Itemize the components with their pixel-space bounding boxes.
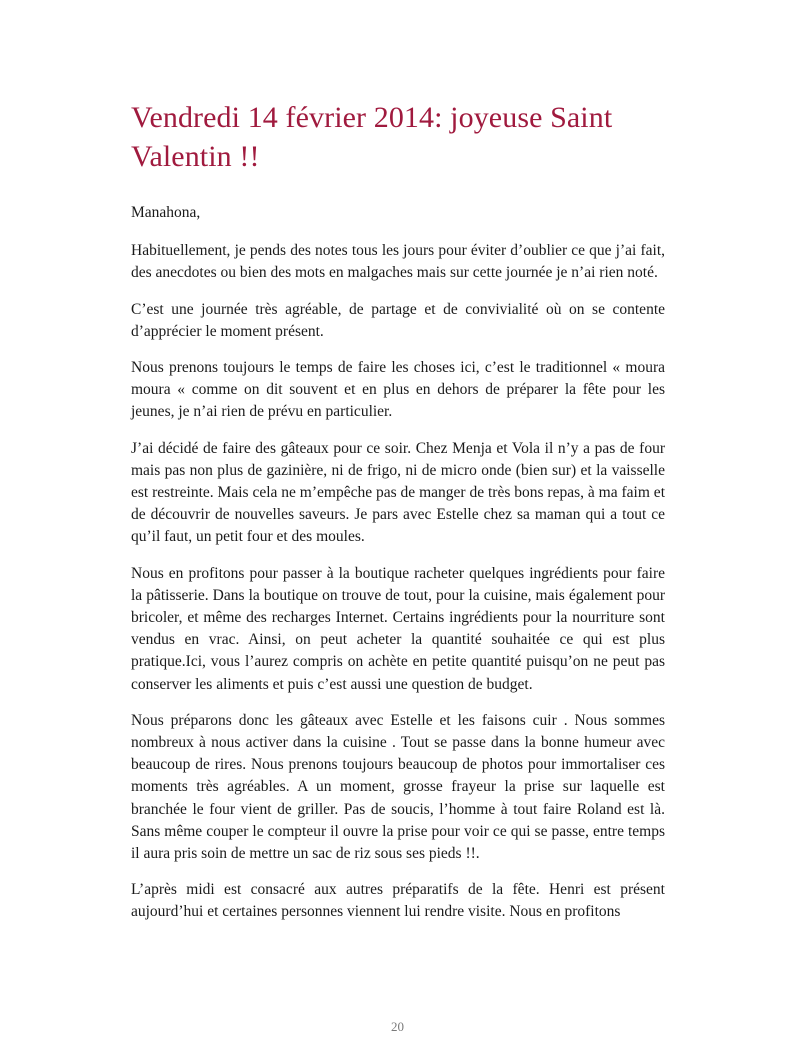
paragraph-1: Habituellement, je pends des notes tous les jours pour éviter d’oublier ce que j’ai fait, des anecdotes ou bien des mots en malgaches mais sur cette journée je n’ai rien noté. <box>131 242 665 282</box>
paragraph-7: L’après midi est consacré aux autres préparatifs de la fête. Henri est présent aujourd’hui et certaines personnes viennent lui rendre visite. Nous en profitons <box>131 881 665 921</box>
document-page <box>131 98 665 938</box>
paragraph-6: Nous préparons donc les gâteaux avec Estelle et les faisons cuir . Nous sommes nombreux à nous activer dans la cuisine . Tout se passe dans la bonne humeur avec beaucoup de rires. Nous prenons toujours beaucoup de photos pour immortaliser ces moments très agréables. A un moment, grosse frayeur la prise sur laquelle est branchée le four vient de griller. Pas de soucis, l’homme à tout faire Roland est là. Sans même couper le compteur il ouvre la prise pour voir ce qui se passe, entre temps il aura pris soin de mettre un sac de riz sous ses pieds !!. <box>131 711 665 863</box>
paragraph-5: Nous en profitons pour passer à la boutique racheter quelques ingrédients pour faire la pâtisserie. Dans la boutique on trouve de tout, pour la cuisine, mais également pour bricoler, et même des recharges Internet. Certains ingrédients pour la nourriture sont vendus en vrac. Ainsi, on peut acheter la quantité souhaitée ce qui est plus pratique.Ici, vous l’aurez compris on achète en petite quantité puisqu’on ne peut pas conserver les aliments et puis c’est aussi une question de budget. <box>131 564 665 693</box>
paragraph-3: Nous prenons toujours le temps de faire les choses ici, c’est le traditionnel « moura moura « comme on dit souvent et en plus en dehors de préparer la fête pour les jeunes, je n’ai rien de prévu en particulier. <box>131 359 665 421</box>
page-title: Vendredi 14 février 2014: joyeuse Saint Valentin !! <box>131 101 613 173</box>
greeting-paragraph: Manahona, <box>131 204 201 221</box>
page-number: 20 <box>391 1019 404 1034</box>
paragraph-4: J’ai décidé de faire des gâteaux pour ce soir. Chez Menja et Vola il n’y a pas de four mais pas non plus de gazinière, ni de frigo, ni de micro onde (bien sur) et la vaisselle est restreinte. Mais cela ne m’empêche pas de manger de très bons repas, à ma faim et de découvrir de nouvelles saveurs. Je pars avec Estelle chez sa maman qui a tout ce qu’il faut, un petit four et des moules. <box>131 439 665 546</box>
document-body <box>131 202 665 924</box>
paragraph-2: C’est une journée très agréable, de partage et de convivialité où on se contente d’apprécier le moment présent. <box>131 300 665 340</box>
